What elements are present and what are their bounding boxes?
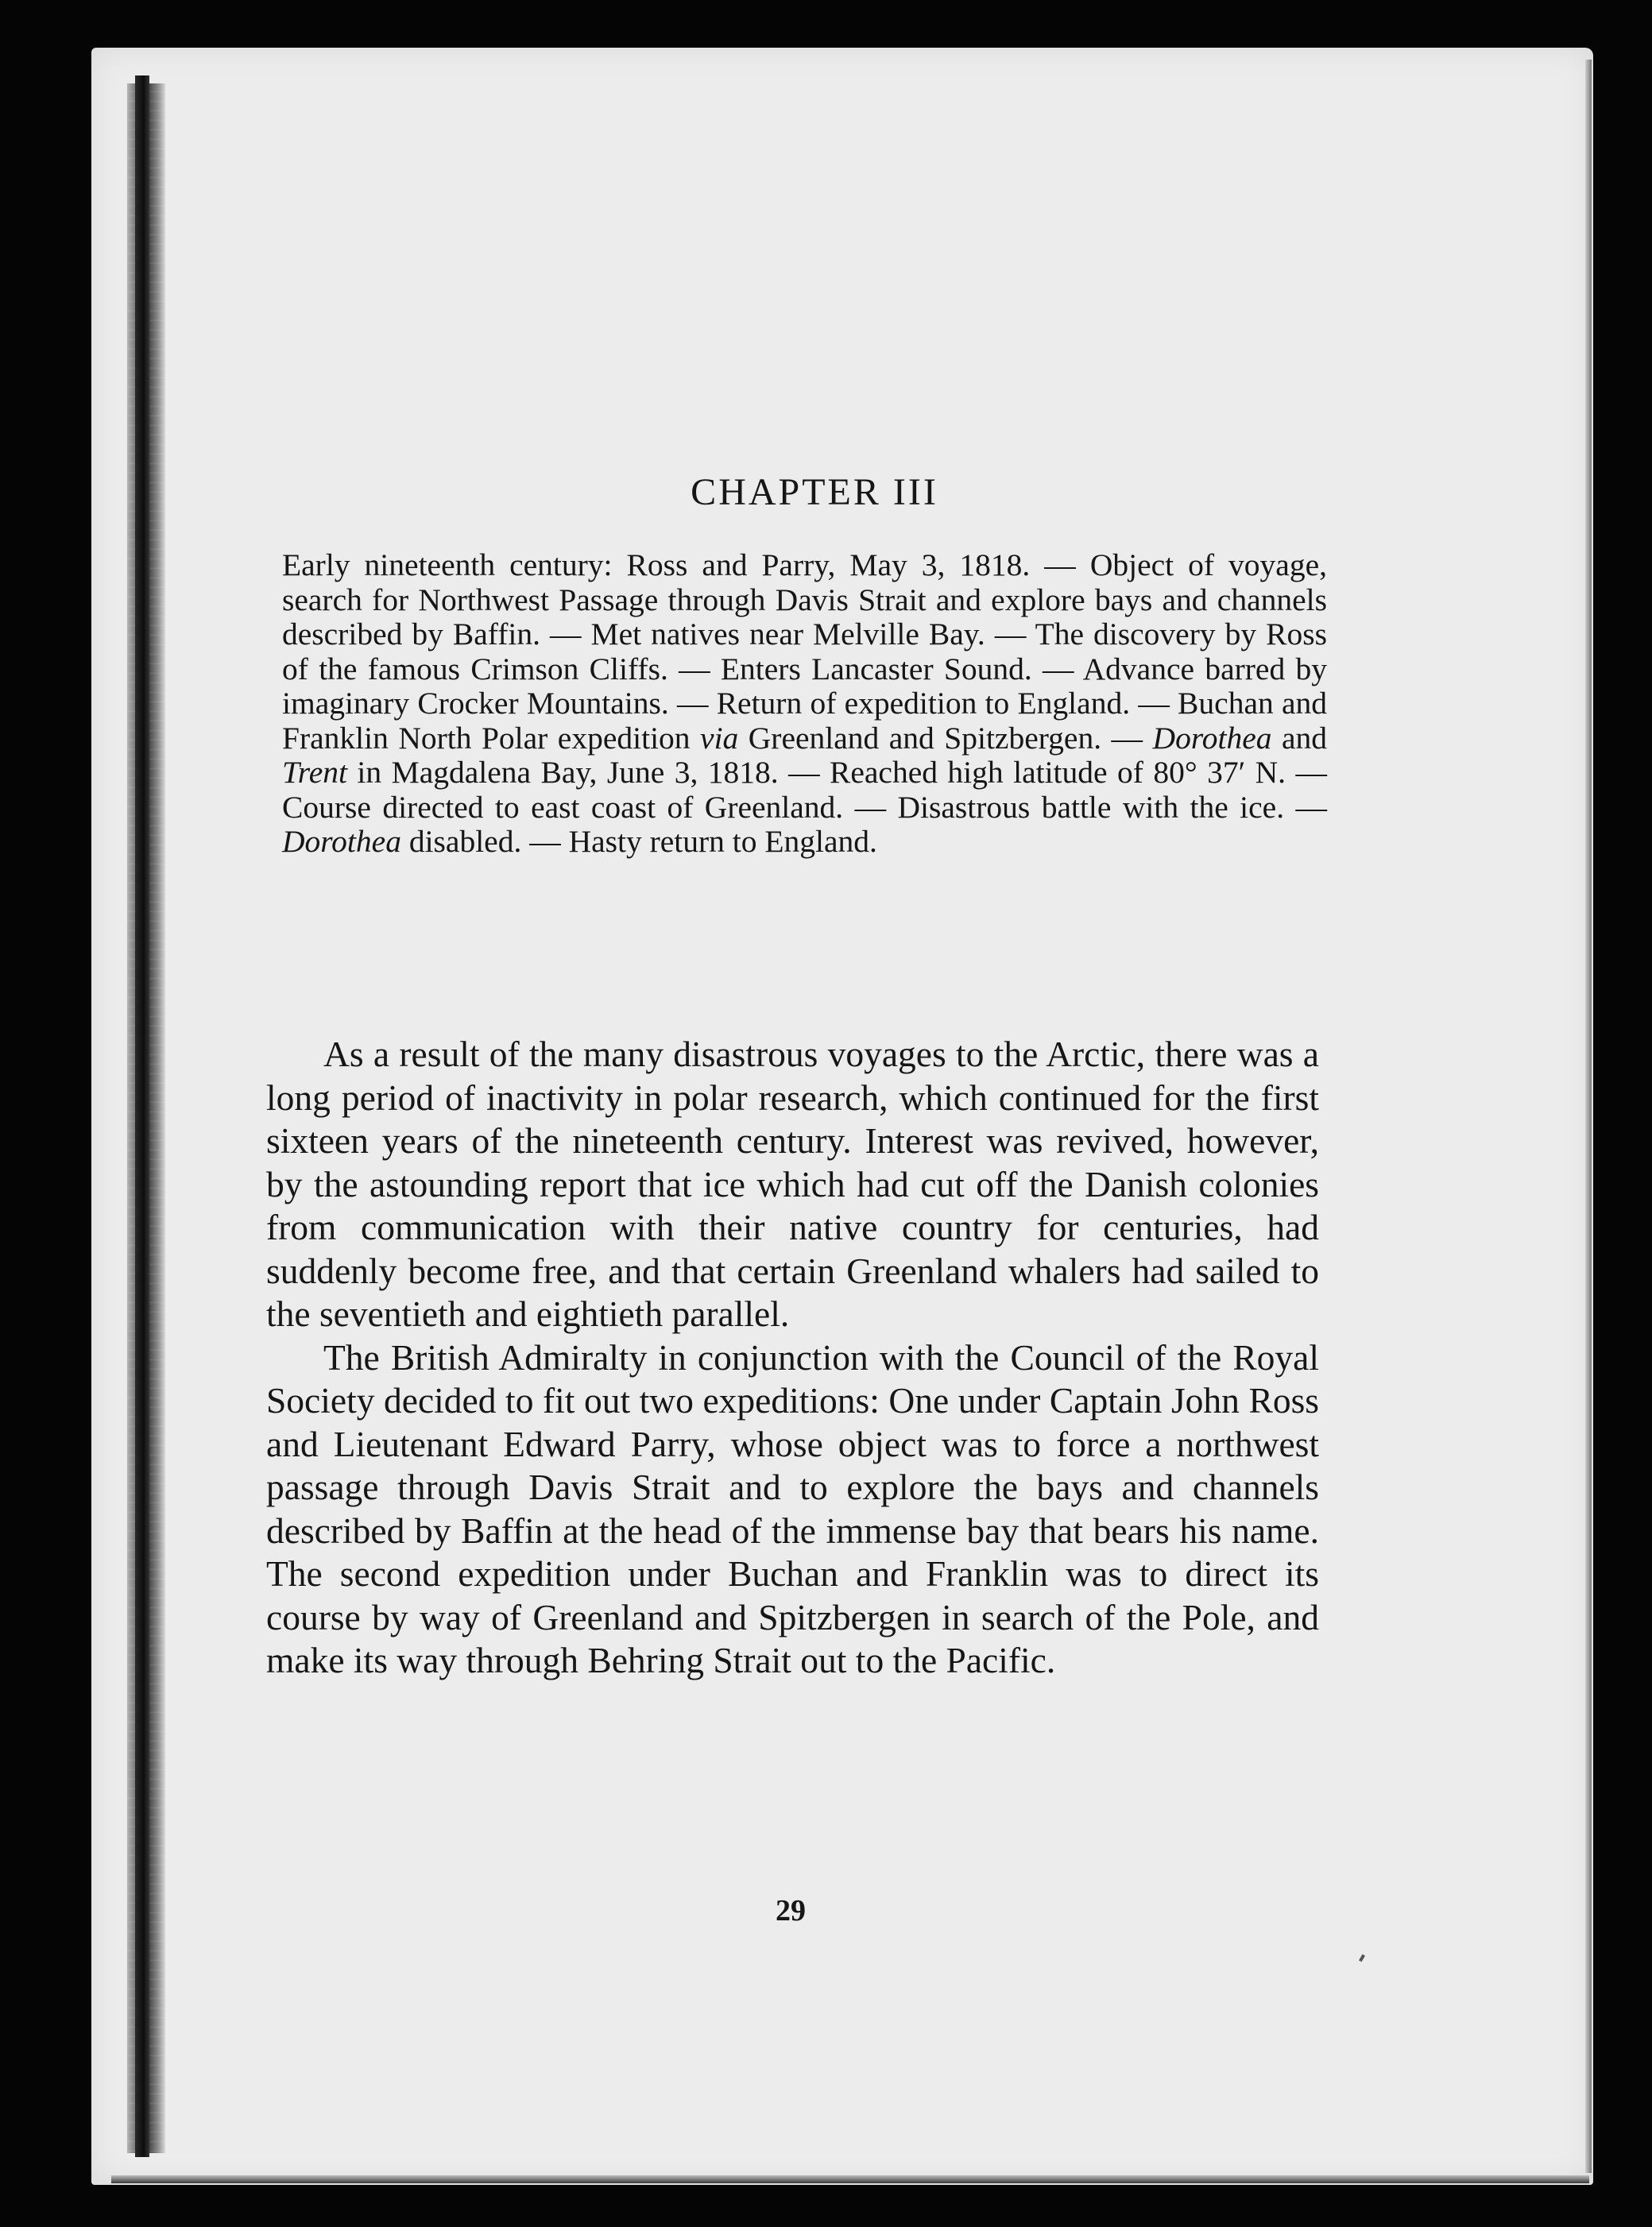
chapter-title: CHAPTER III [691,471,938,513]
synopsis-text-2: Greenland and Spitzbergen. — [748,720,1143,756]
synopsis-text-4: disabled. — Hasty return to England. [408,824,877,859]
synopsis-ship-dorothea-2: Dorothea [282,824,401,859]
synopsis-via: via [700,720,739,756]
body-paragraph-1: As a result of the many disastrous voyages to the Arctic, there was a long period of inactivity in polar research, which continued for the first sixteen years of the nineteenth century. Interest was revived, however, by the astounding report that ice which had cut off the Danish colonies from communication with their native country for centuries, had suddenly become free, and that certain Greenland whalers had sailed to the seventieth and eightieth parallel. [266,1034,1319,1334]
synopsis-text-3: in Magdalena Bay, June 3, 1818. — Reached high latitude of 80° 37′ N. — Course directed to east coast of Greenland. — Disastrous battle with the ice. — [282,755,1328,825]
synopsis-and: and [1281,720,1328,756]
synopsis-lead: Early nineteenth century: [282,547,613,582]
synopsis-ship-trent: Trent [282,755,347,790]
synopsis-ship-dorothea: Dorothea [1152,720,1272,756]
synopsis-text: Ross and Parry, May 3, 1818. — Object of voyage, search for Northwest Passage through Davis Strait and explore bays and channels described by Baffin. — Met natives near Melville Bay. — The discovery by Ross of the famous Crimson Cliffs. — Enters Lancaster Sound. — Advance barred by imaginary Crocker Mountains. — Return of expedition to England. — Buchan and Franklin North Polar expedition [282,547,1327,756]
body-text [266,1033,1319,1683]
page-number: 29 [776,1894,806,1927]
scan-speck [1359,1954,1365,1962]
body-paragraph-2: The British Admiralty in conjunction with the Council of the Royal Society decided to fit out two expeditions: One under Captain John Ross and Lieutenant Edward Parry, whose object was to force a northwest passage through Davis Strait and to explore the bays and channels described by Baffin at the head of the immense bay that bears his name. The second expedition under Buchan and Franklin was to direct its course by way of Greenland and Spitzbergen in search of the Pole, and make its way through Behring Strait out to the Pacific. [266,1336,1319,1680]
synopsis-first-line [282,548,1327,860]
chapter-synopsis [282,548,1327,860]
